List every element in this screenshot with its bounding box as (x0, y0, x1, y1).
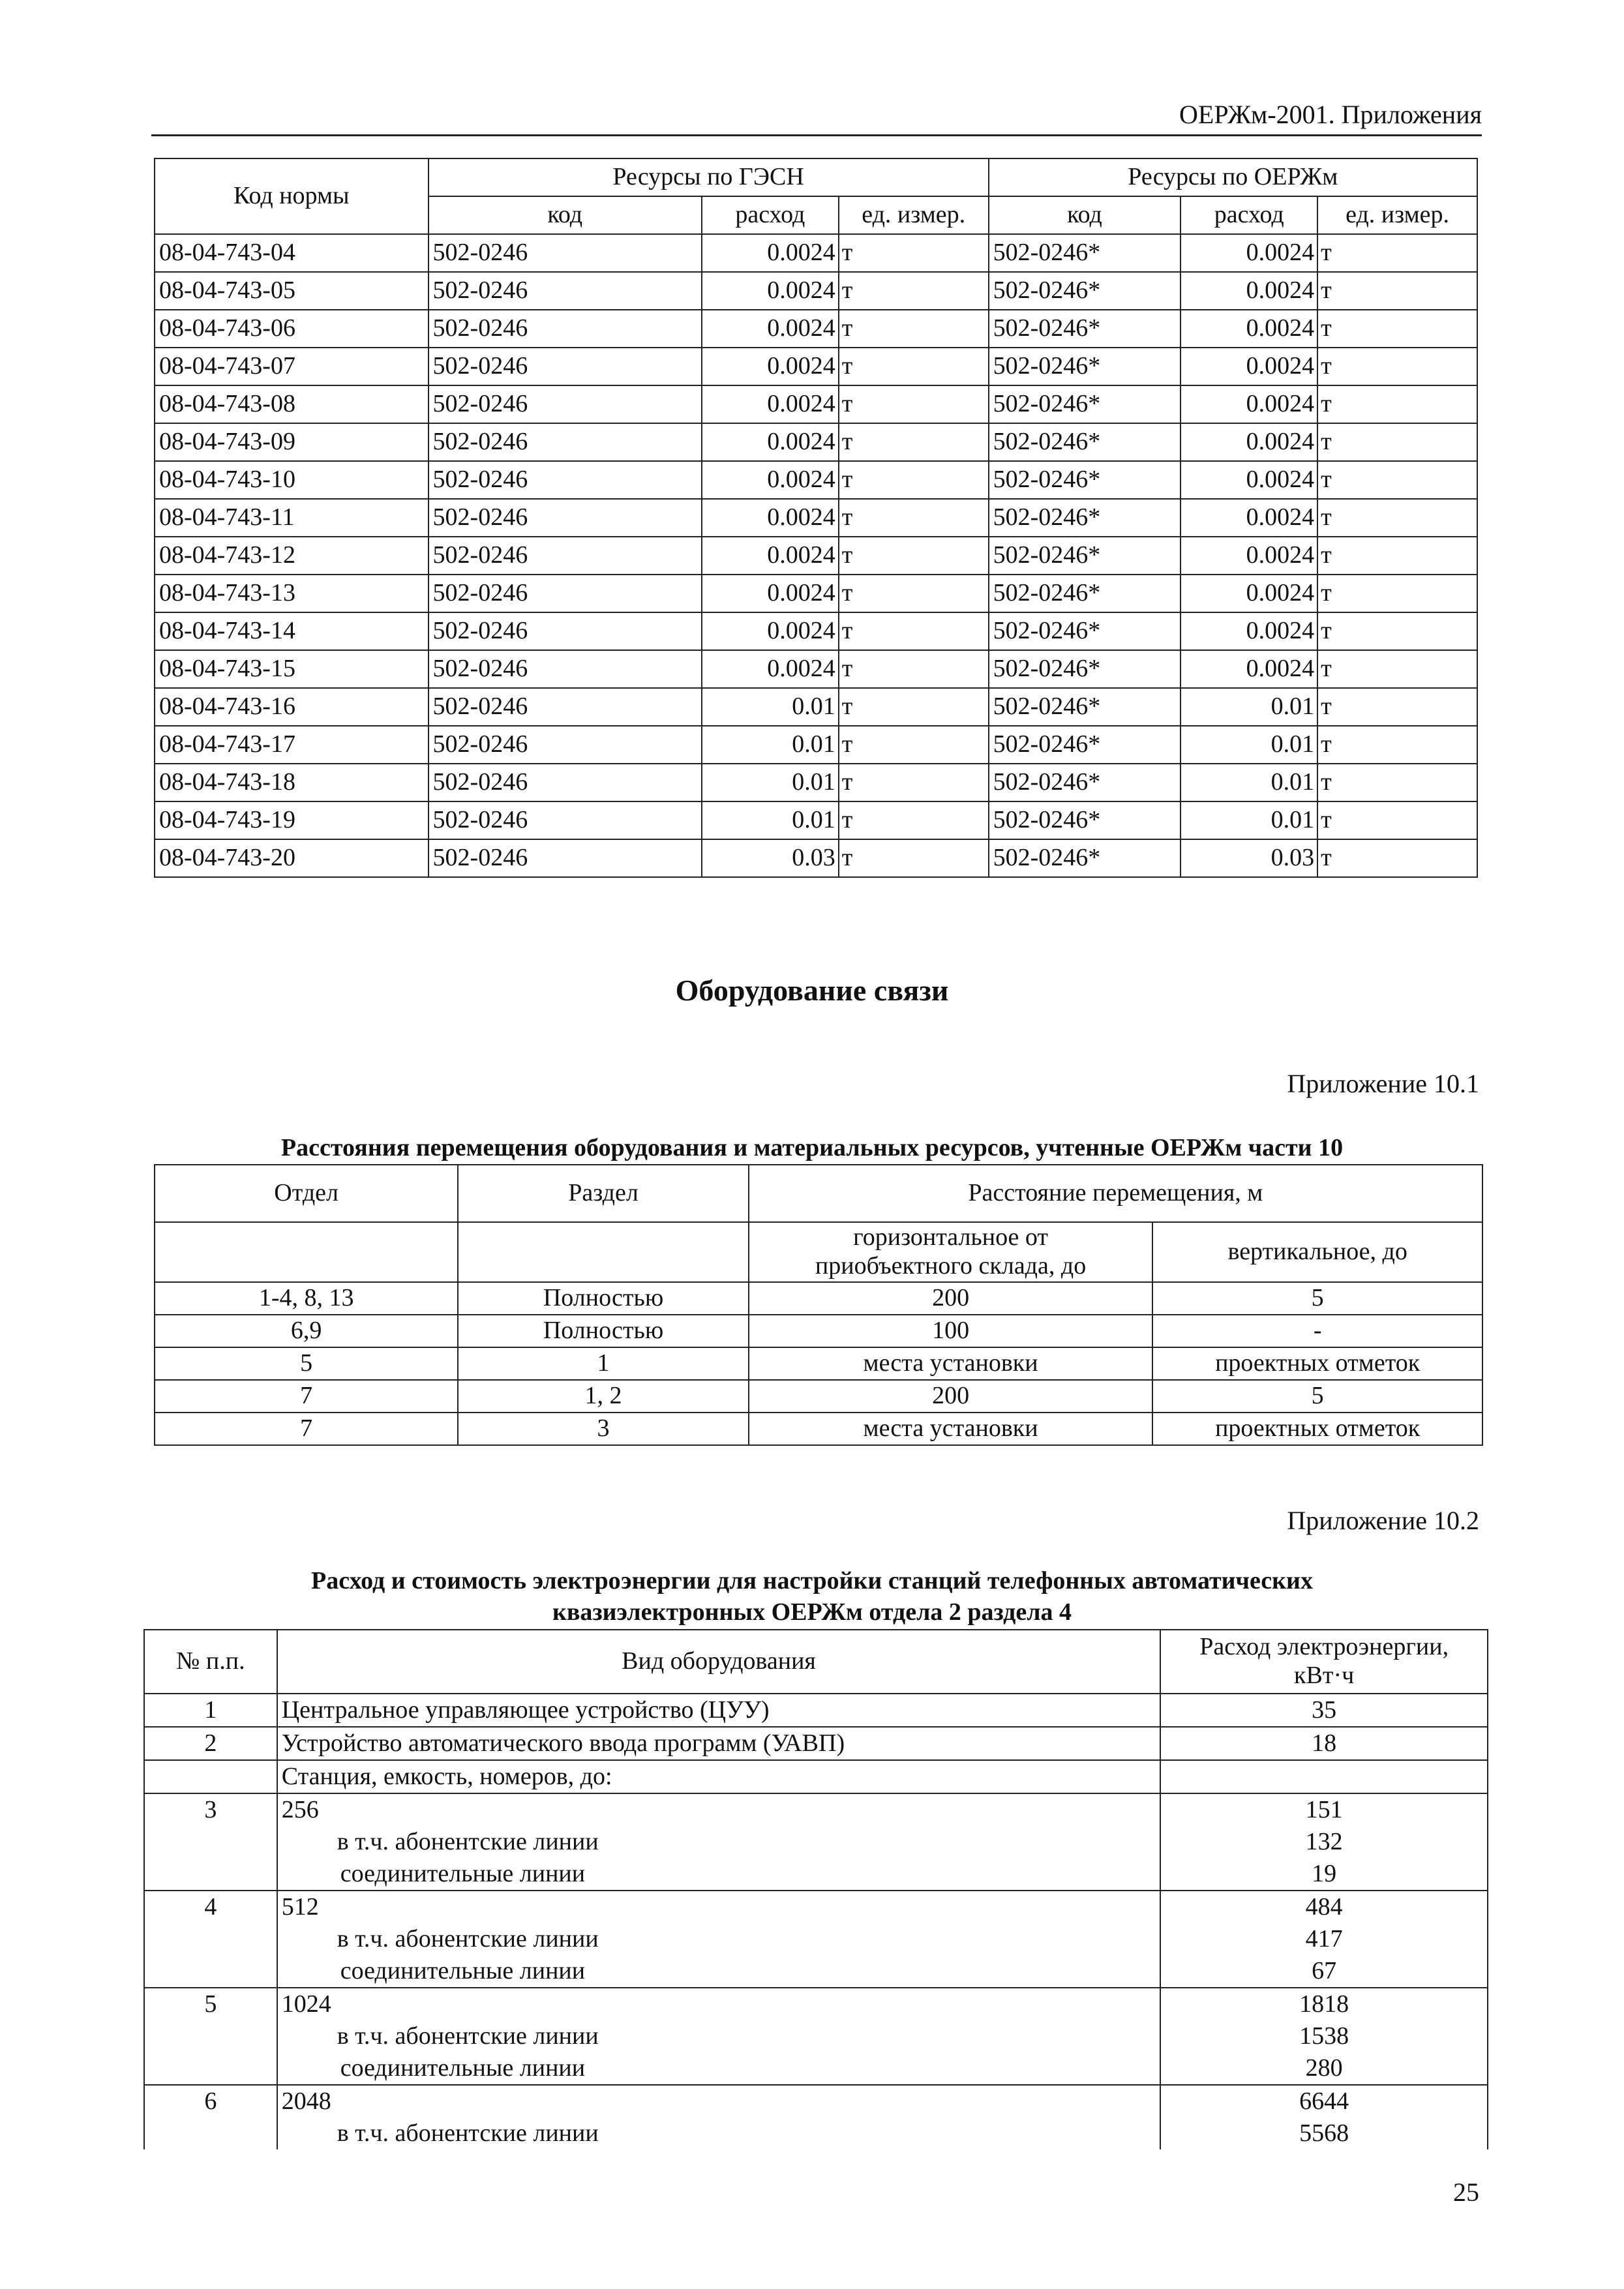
header-gesn-resources: Ресурсы по ГЭСН (429, 158, 989, 196)
header-vertical: вертикальное, до (1152, 1222, 1482, 1282)
oerzhm-code: 502-0246* (989, 537, 1181, 575)
total-consumption: 1818 (1299, 1990, 1349, 2018)
subscriber-consumption: 417 (1305, 1925, 1343, 1952)
oerzhm-code: 502-0246* (989, 612, 1181, 650)
gesn-code: 502-0246 (429, 385, 702, 423)
vertical-distance: проектных отметок (1152, 1413, 1482, 1445)
oerzhm-unit: т (1317, 801, 1477, 839)
gesn-consumption: 0.0024 (702, 234, 839, 272)
gesn-code: 502-0246 (429, 461, 702, 499)
norm-code: 08-04-743-11 (155, 499, 429, 537)
header-norm-code: Код нормы (155, 158, 429, 234)
row-number: 2 (144, 1727, 277, 1760)
norm-code: 08-04-743-13 (155, 575, 429, 612)
oerzhm-consumption: 0.01 (1180, 688, 1317, 726)
station-description (277, 1793, 1161, 1891)
station-group-row (144, 2085, 1488, 2149)
vertical-distance: проектных отметок (1152, 1347, 1482, 1380)
norm-code: 08-04-743-08 (155, 385, 429, 423)
vertical-distance: - (1152, 1315, 1482, 1347)
header-section: Раздел (458, 1165, 748, 1222)
appendix-10-1-title: Расстояния перемещения оборудования и материальных ресурсов, учтенные ОЕРЖм части 10 (280, 1134, 1344, 1161)
oerzhm-consumption: 0.0024 (1180, 461, 1317, 499)
oerzhm-unit: т (1317, 272, 1477, 310)
gesn-unit: т (839, 650, 989, 688)
gesn-unit: т (839, 423, 989, 461)
oerzhm-code: 502-0246* (989, 385, 1181, 423)
department: 7 (155, 1380, 458, 1413)
table-row (144, 1727, 1488, 1760)
table-row (155, 839, 1477, 877)
oerzhm-code: 502-0246* (989, 688, 1181, 726)
norm-code: 08-04-743-12 (155, 537, 429, 575)
table-row (155, 423, 1477, 461)
total-consumption: 6644 (1299, 2087, 1349, 2115)
gesn-code: 502-0246 (429, 348, 702, 385)
horizontal-distance: 200 (749, 1380, 1153, 1413)
gesn-code: 502-0246 (429, 272, 702, 310)
row-number: 6 (144, 2085, 277, 2149)
oerzhm-code: 502-0246* (989, 461, 1181, 499)
distance-table (154, 1164, 1483, 1446)
header-distance: Расстояние перемещения, м (749, 1165, 1482, 1222)
oerzhm-consumption: 0.0024 (1180, 499, 1317, 537)
oerzhm-consumption: 0.0024 (1180, 537, 1317, 575)
table-row (155, 234, 1477, 272)
table-row (155, 764, 1477, 801)
header-horizontal (749, 1222, 1153, 1282)
header-number: № п.п. (144, 1630, 277, 1694)
section-title: Оборудование связи (675, 974, 949, 1007)
vertical-distance: 5 (1152, 1380, 1482, 1413)
department: 6,9 (155, 1315, 458, 1347)
gesn-code: 502-0246 (429, 537, 702, 575)
oerzhm-consumption: 0.0024 (1180, 650, 1317, 688)
vertical-distance: 5 (1152, 1282, 1482, 1315)
station-consumption (1160, 2085, 1488, 2149)
oerzhm-code: 502-0246* (989, 726, 1181, 764)
oerzhm-code: 502-0246* (989, 764, 1181, 801)
horizontal-distance: места установки (749, 1347, 1153, 1380)
header-consumption (1160, 1630, 1488, 1694)
subscriber-lines-label: в т.ч. абонентские линии (337, 2022, 599, 2050)
department: 5 (155, 1347, 458, 1380)
station-description (277, 1988, 1161, 2085)
oerzhm-consumption: 0.0024 (1180, 348, 1317, 385)
gesn-code: 502-0246 (429, 423, 702, 461)
oerzhm-unit: т (1317, 499, 1477, 537)
oerzhm-code: 502-0246* (989, 272, 1181, 310)
oerzhm-code: 502-0246* (989, 499, 1181, 537)
station-capacity: 1024 (281, 1990, 331, 2018)
oerzhm-unit: т (1317, 310, 1477, 348)
gesn-unit: т (839, 348, 989, 385)
subscriber-lines-label: в т.ч. абонентские линии (337, 1925, 599, 1952)
oerzhm-code: 502-0246* (989, 801, 1181, 839)
gesn-unit: т (839, 726, 989, 764)
norm-code: 08-04-743-10 (155, 461, 429, 499)
oerzhm-consumption: 0.01 (1180, 801, 1317, 839)
norm-code: 08-04-743-19 (155, 801, 429, 839)
oerzhm-unit: т (1317, 461, 1477, 499)
gesn-code: 502-0246 (429, 575, 702, 612)
table-row (155, 1347, 1482, 1380)
oerzhm-code: 502-0246* (989, 839, 1181, 877)
electricity-table (143, 1629, 1488, 2149)
gesn-unit: т (839, 461, 989, 499)
subscriber-consumption: 132 (1305, 1828, 1343, 1855)
resources-table (154, 158, 1478, 878)
oerzhm-unit: т (1317, 764, 1477, 801)
norm-code: 08-04-743-20 (155, 839, 429, 877)
norm-code: 08-04-743-07 (155, 348, 429, 385)
gesn-unit: т (839, 499, 989, 537)
gesn-code: 502-0246 (429, 839, 702, 877)
oerzhm-unit: т (1317, 688, 1477, 726)
norm-code: 08-04-743-16 (155, 688, 429, 726)
oerzhm-unit: т (1317, 726, 1477, 764)
station-capacity-label: Станция, емкость, номеров, до: (277, 1760, 1161, 1793)
horizontal-distance: 200 (749, 1282, 1153, 1315)
oerzhm-code: 502-0246* (989, 423, 1181, 461)
subscriber-consumption: 5568 (1299, 2119, 1349, 2147)
department: 1-4, 8, 13 (155, 1282, 458, 1315)
subheader-code: код (429, 196, 702, 234)
gesn-unit: т (839, 272, 989, 310)
appendix-10-2-title-line2: квазиэлектронных ОЕРЖм отдела 2 раздела 4 (552, 1598, 1072, 1626)
gesn-code: 502-0246 (429, 310, 702, 348)
section: Полностью (458, 1315, 748, 1347)
gesn-unit: т (839, 310, 989, 348)
header-equipment-type: Вид оборудования (277, 1630, 1161, 1694)
gesn-code: 502-0246 (429, 612, 702, 650)
connecting-consumption: 19 (1312, 1860, 1337, 1887)
section: 1 (458, 1347, 748, 1380)
gesn-unit: т (839, 688, 989, 726)
appendix-10-2-title-line1: Расход и стоимость электроэнергии для настройки станций телефонных автоматических (311, 1567, 1313, 1594)
oerzhm-consumption: 0.0024 (1180, 310, 1317, 348)
gesn-unit: т (839, 801, 989, 839)
oerzhm-code: 502-0246* (989, 575, 1181, 612)
gesn-consumption: 0.0024 (702, 537, 839, 575)
equipment-name: Устройство автоматического ввода программ (УАВП) (277, 1727, 1161, 1760)
consumption-value: 35 (1160, 1694, 1488, 1727)
gesn-consumption: 0.0024 (702, 575, 839, 612)
header-consumption-line2: кВт·ч (1294, 1662, 1355, 1689)
row-number: 3 (144, 1793, 277, 1891)
table-row (155, 537, 1477, 575)
gesn-code: 502-0246 (429, 764, 702, 801)
header-horizontal-line2: приобъектного склада, до (815, 1252, 1087, 1279)
horizontal-distance: места установки (749, 1413, 1153, 1445)
department: 7 (155, 1413, 458, 1445)
gesn-consumption: 0.01 (702, 764, 839, 801)
table-row (155, 1380, 1482, 1413)
station-consumption (1160, 1793, 1488, 1891)
oerzhm-unit: т (1317, 612, 1477, 650)
table-row (155, 612, 1477, 650)
table-row (155, 575, 1477, 612)
norm-code: 08-04-743-04 (155, 234, 429, 272)
gesn-consumption: 0.0024 (702, 423, 839, 461)
table-row (155, 310, 1477, 348)
gesn-unit: т (839, 575, 989, 612)
section: 1, 2 (458, 1380, 748, 1413)
oerzhm-unit: т (1317, 348, 1477, 385)
resources-table-body (155, 234, 1477, 877)
oerzhm-code: 502-0246* (989, 234, 1181, 272)
table-row (144, 1760, 1488, 1793)
oerzhm-code: 502-0246* (989, 310, 1181, 348)
subscriber-lines-label: в т.ч. абонентские линии (337, 2119, 599, 2147)
header-department: Отдел (155, 1165, 458, 1222)
oerzhm-code: 502-0246* (989, 348, 1181, 385)
gesn-consumption: 0.01 (702, 688, 839, 726)
appendix-10-2-title (0, 1565, 1624, 1628)
gesn-consumption: 0.01 (702, 726, 839, 764)
oerzhm-consumption: 0.0024 (1180, 612, 1317, 650)
table-row (155, 1413, 1482, 1445)
oerzhm-unit: т (1317, 839, 1477, 877)
gesn-consumption: 0.01 (702, 801, 839, 839)
connecting-consumption: 67 (1312, 1957, 1337, 1984)
appendix-10-1-label: Приложение 10.1 (1287, 1069, 1479, 1098)
table-row (155, 801, 1477, 839)
station-consumption (1160, 1891, 1488, 1988)
table-row (155, 499, 1477, 537)
subheader-code: код (989, 196, 1181, 234)
oerzhm-consumption: 0.01 (1180, 764, 1317, 801)
gesn-unit: т (839, 537, 989, 575)
station-description (277, 2085, 1161, 2149)
station-capacity: 512 (281, 1893, 319, 1921)
gesn-consumption: 0.0024 (702, 650, 839, 688)
station-consumption (1160, 1988, 1488, 2085)
header-consumption-line1: Расход электроэнергии, (1199, 1633, 1449, 1661)
gesn-consumption: 0.0024 (702, 310, 839, 348)
distance-table-body (155, 1282, 1482, 1445)
subscriber-consumption: 1538 (1299, 2022, 1349, 2050)
station-description (277, 1891, 1161, 1988)
oerzhm-unit: т (1317, 423, 1477, 461)
gesn-code: 502-0246 (429, 650, 702, 688)
station-capacity: 256 (281, 1796, 319, 1823)
appendix-10-2-label: Приложение 10.2 (1287, 1506, 1479, 1535)
total-consumption: 484 (1305, 1893, 1343, 1921)
running-header (151, 97, 1482, 136)
header-oerzhm-resources: Ресурсы по ОЕРЖм (989, 158, 1477, 196)
connecting-lines-label: соединительные линии (340, 2054, 586, 2082)
station-group-row (144, 1988, 1488, 2085)
row-number: 4 (144, 1891, 277, 1988)
gesn-consumption: 0.0024 (702, 385, 839, 423)
gesn-unit: т (839, 385, 989, 423)
norm-code: 08-04-743-06 (155, 310, 429, 348)
oerzhm-unit: т (1317, 575, 1477, 612)
subheader-consumption: расход (1180, 196, 1317, 234)
station-groups (144, 1793, 1488, 2149)
gesn-code: 502-0246 (429, 499, 702, 537)
gesn-unit: т (839, 234, 989, 272)
equipment-name: Центральное управляющее устройство (ЦУУ) (277, 1694, 1161, 1727)
consumption-value: 18 (1160, 1727, 1488, 1760)
gesn-code: 502-0246 (429, 234, 702, 272)
table-row (144, 1694, 1488, 1727)
header-horizontal-line1: горизонтальное от (853, 1223, 1049, 1251)
oerzhm-consumption: 0.0024 (1180, 272, 1317, 310)
subheader-consumption: расход (702, 196, 839, 234)
table-row (155, 461, 1477, 499)
total-consumption: 151 (1305, 1796, 1343, 1823)
gesn-unit: т (839, 839, 989, 877)
gesn-unit: т (839, 612, 989, 650)
norm-code: 08-04-743-15 (155, 650, 429, 688)
gesn-consumption: 0.0024 (702, 348, 839, 385)
norm-code: 08-04-743-17 (155, 726, 429, 764)
gesn-code: 502-0246 (429, 801, 702, 839)
gesn-unit: т (839, 764, 989, 801)
oerzhm-consumption: 0.0024 (1180, 575, 1317, 612)
table-row (155, 650, 1477, 688)
table-row (155, 272, 1477, 310)
norm-code: 08-04-743-18 (155, 764, 429, 801)
oerzhm-consumption: 0.0024 (1180, 423, 1317, 461)
row-number: 5 (144, 1988, 277, 2085)
gesn-consumption: 0.03 (702, 839, 839, 877)
running-title: ОЕРЖм-2001. Приложения (1179, 100, 1482, 129)
gesn-consumption: 0.0024 (702, 612, 839, 650)
section: 3 (458, 1413, 748, 1445)
oerzhm-code: 502-0246* (989, 650, 1181, 688)
subheader-unit: ед. измер. (1317, 196, 1477, 234)
oerzhm-consumption: 0.03 (1180, 839, 1317, 877)
gesn-consumption: 0.0024 (702, 461, 839, 499)
connecting-consumption: 280 (1305, 2054, 1343, 2082)
table-row (155, 1282, 1482, 1315)
norm-code: 08-04-743-09 (155, 423, 429, 461)
section: Полностью (458, 1282, 748, 1315)
gesn-consumption: 0.0024 (702, 272, 839, 310)
oerzhm-unit: т (1317, 537, 1477, 575)
station-capacity: 2048 (281, 2087, 331, 2115)
oerzhm-consumption: 0.0024 (1180, 234, 1317, 272)
station-group-row (144, 1891, 1488, 1988)
table-row (155, 688, 1477, 726)
table-row (155, 1315, 1482, 1347)
oerzhm-unit: т (1317, 650, 1477, 688)
connecting-lines-label: соединительные линии (340, 1957, 586, 1984)
oerzhm-unit: т (1317, 234, 1477, 272)
station-group-row (144, 1793, 1488, 1891)
norm-code: 08-04-743-05 (155, 272, 429, 310)
oerzhm-consumption: 0.01 (1180, 726, 1317, 764)
subheader-unit: ед. измер. (839, 196, 989, 234)
norm-code: 08-04-743-14 (155, 612, 429, 650)
horizontal-distance: 100 (749, 1315, 1153, 1347)
row-number: 1 (144, 1694, 277, 1727)
oerzhm-consumption: 0.0024 (1180, 385, 1317, 423)
table-row (155, 385, 1477, 423)
connecting-lines-label: соединительные линии (340, 1860, 586, 1887)
subscriber-lines-label: в т.ч. абонентские линии (337, 1828, 599, 1855)
gesn-consumption: 0.0024 (702, 499, 839, 537)
gesn-code: 502-0246 (429, 726, 702, 764)
table-row (155, 348, 1477, 385)
page-number: 25 (1453, 2177, 1479, 2207)
table-row (155, 726, 1477, 764)
gesn-code: 502-0246 (429, 688, 702, 726)
oerzhm-unit: т (1317, 385, 1477, 423)
